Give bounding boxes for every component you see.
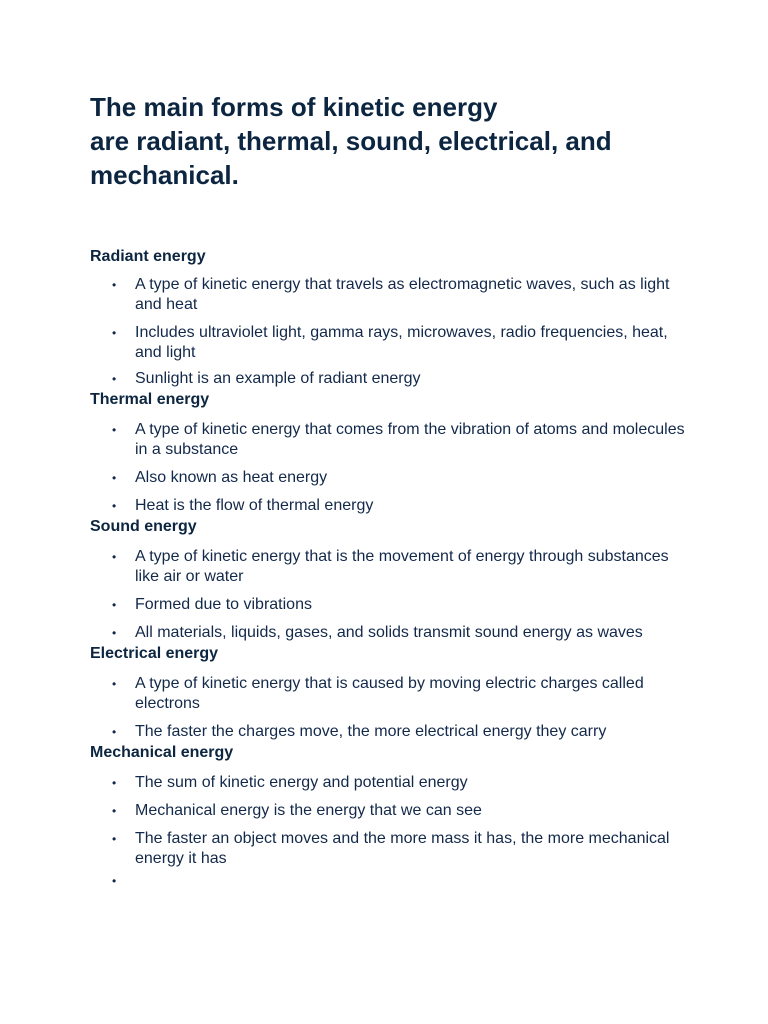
list-item: • All materials, liquids, gases, and solids transmit sound energy as waves	[90, 623, 690, 643]
list-item-empty	[90, 871, 690, 891]
bullet-list	[90, 773, 690, 891]
list-item: • A type of kinetic energy that is the movement of energy through substances like air or water	[90, 547, 690, 587]
list-item: • The faster an object moves and the more mass it has, the more mechanical energy it has	[90, 829, 690, 869]
list-item: • The faster the charges move, the more electrical energy they carry	[90, 722, 690, 742]
section-heading: Electrical energy	[90, 645, 219, 662]
list-item: • A type of kinetic energy that comes from the vibration of atoms and molecules in a substance	[90, 420, 690, 460]
list-item: • Sunlight is an example of radiant energy	[90, 369, 690, 389]
document-page	[90, 90, 690, 891]
title-line-3: mechanical.	[90, 160, 239, 190]
section-thermal-energy	[90, 390, 690, 516]
section-sound-energy	[90, 517, 690, 643]
section-heading: Mechanical energy	[90, 744, 234, 761]
title-line-1: The main forms of kinetic energy	[90, 92, 498, 122]
bullet-list	[90, 275, 690, 389]
section-electrical-energy	[90, 644, 690, 742]
section-heading: Sound energy	[90, 518, 197, 535]
section-heading: Thermal energy	[90, 391, 210, 408]
list-item: • Also known as heat energy	[90, 468, 690, 488]
list-item: • A type of kinetic energy that travels as electromagnetic waves, such as light and heat	[90, 275, 690, 315]
list-item: • Formed due to vibrations	[90, 595, 690, 615]
list-item: • Includes ultraviolet light, gamma rays, microwaves, radio frequencies, heat, and light	[90, 323, 690, 363]
list-item: • A type of kinetic energy that is caused by moving electric charges called electrons	[90, 674, 690, 714]
section-heading: Radiant energy	[90, 248, 206, 265]
bullet-list	[90, 547, 690, 643]
bullet-list	[90, 674, 690, 742]
section-radiant-energy	[90, 247, 690, 389]
list-item: • Heat is the flow of thermal energy	[90, 496, 690, 516]
list-item: • Mechanical energy is the energy that we can see	[90, 801, 690, 821]
list-item: • The sum of kinetic energy and potential energy	[90, 773, 690, 793]
bullet-list	[90, 420, 690, 516]
page-title	[90, 90, 690, 192]
title-line-2: are radiant, thermal, sound, electrical, and	[90, 126, 612, 156]
section-mechanical-energy	[90, 743, 690, 891]
